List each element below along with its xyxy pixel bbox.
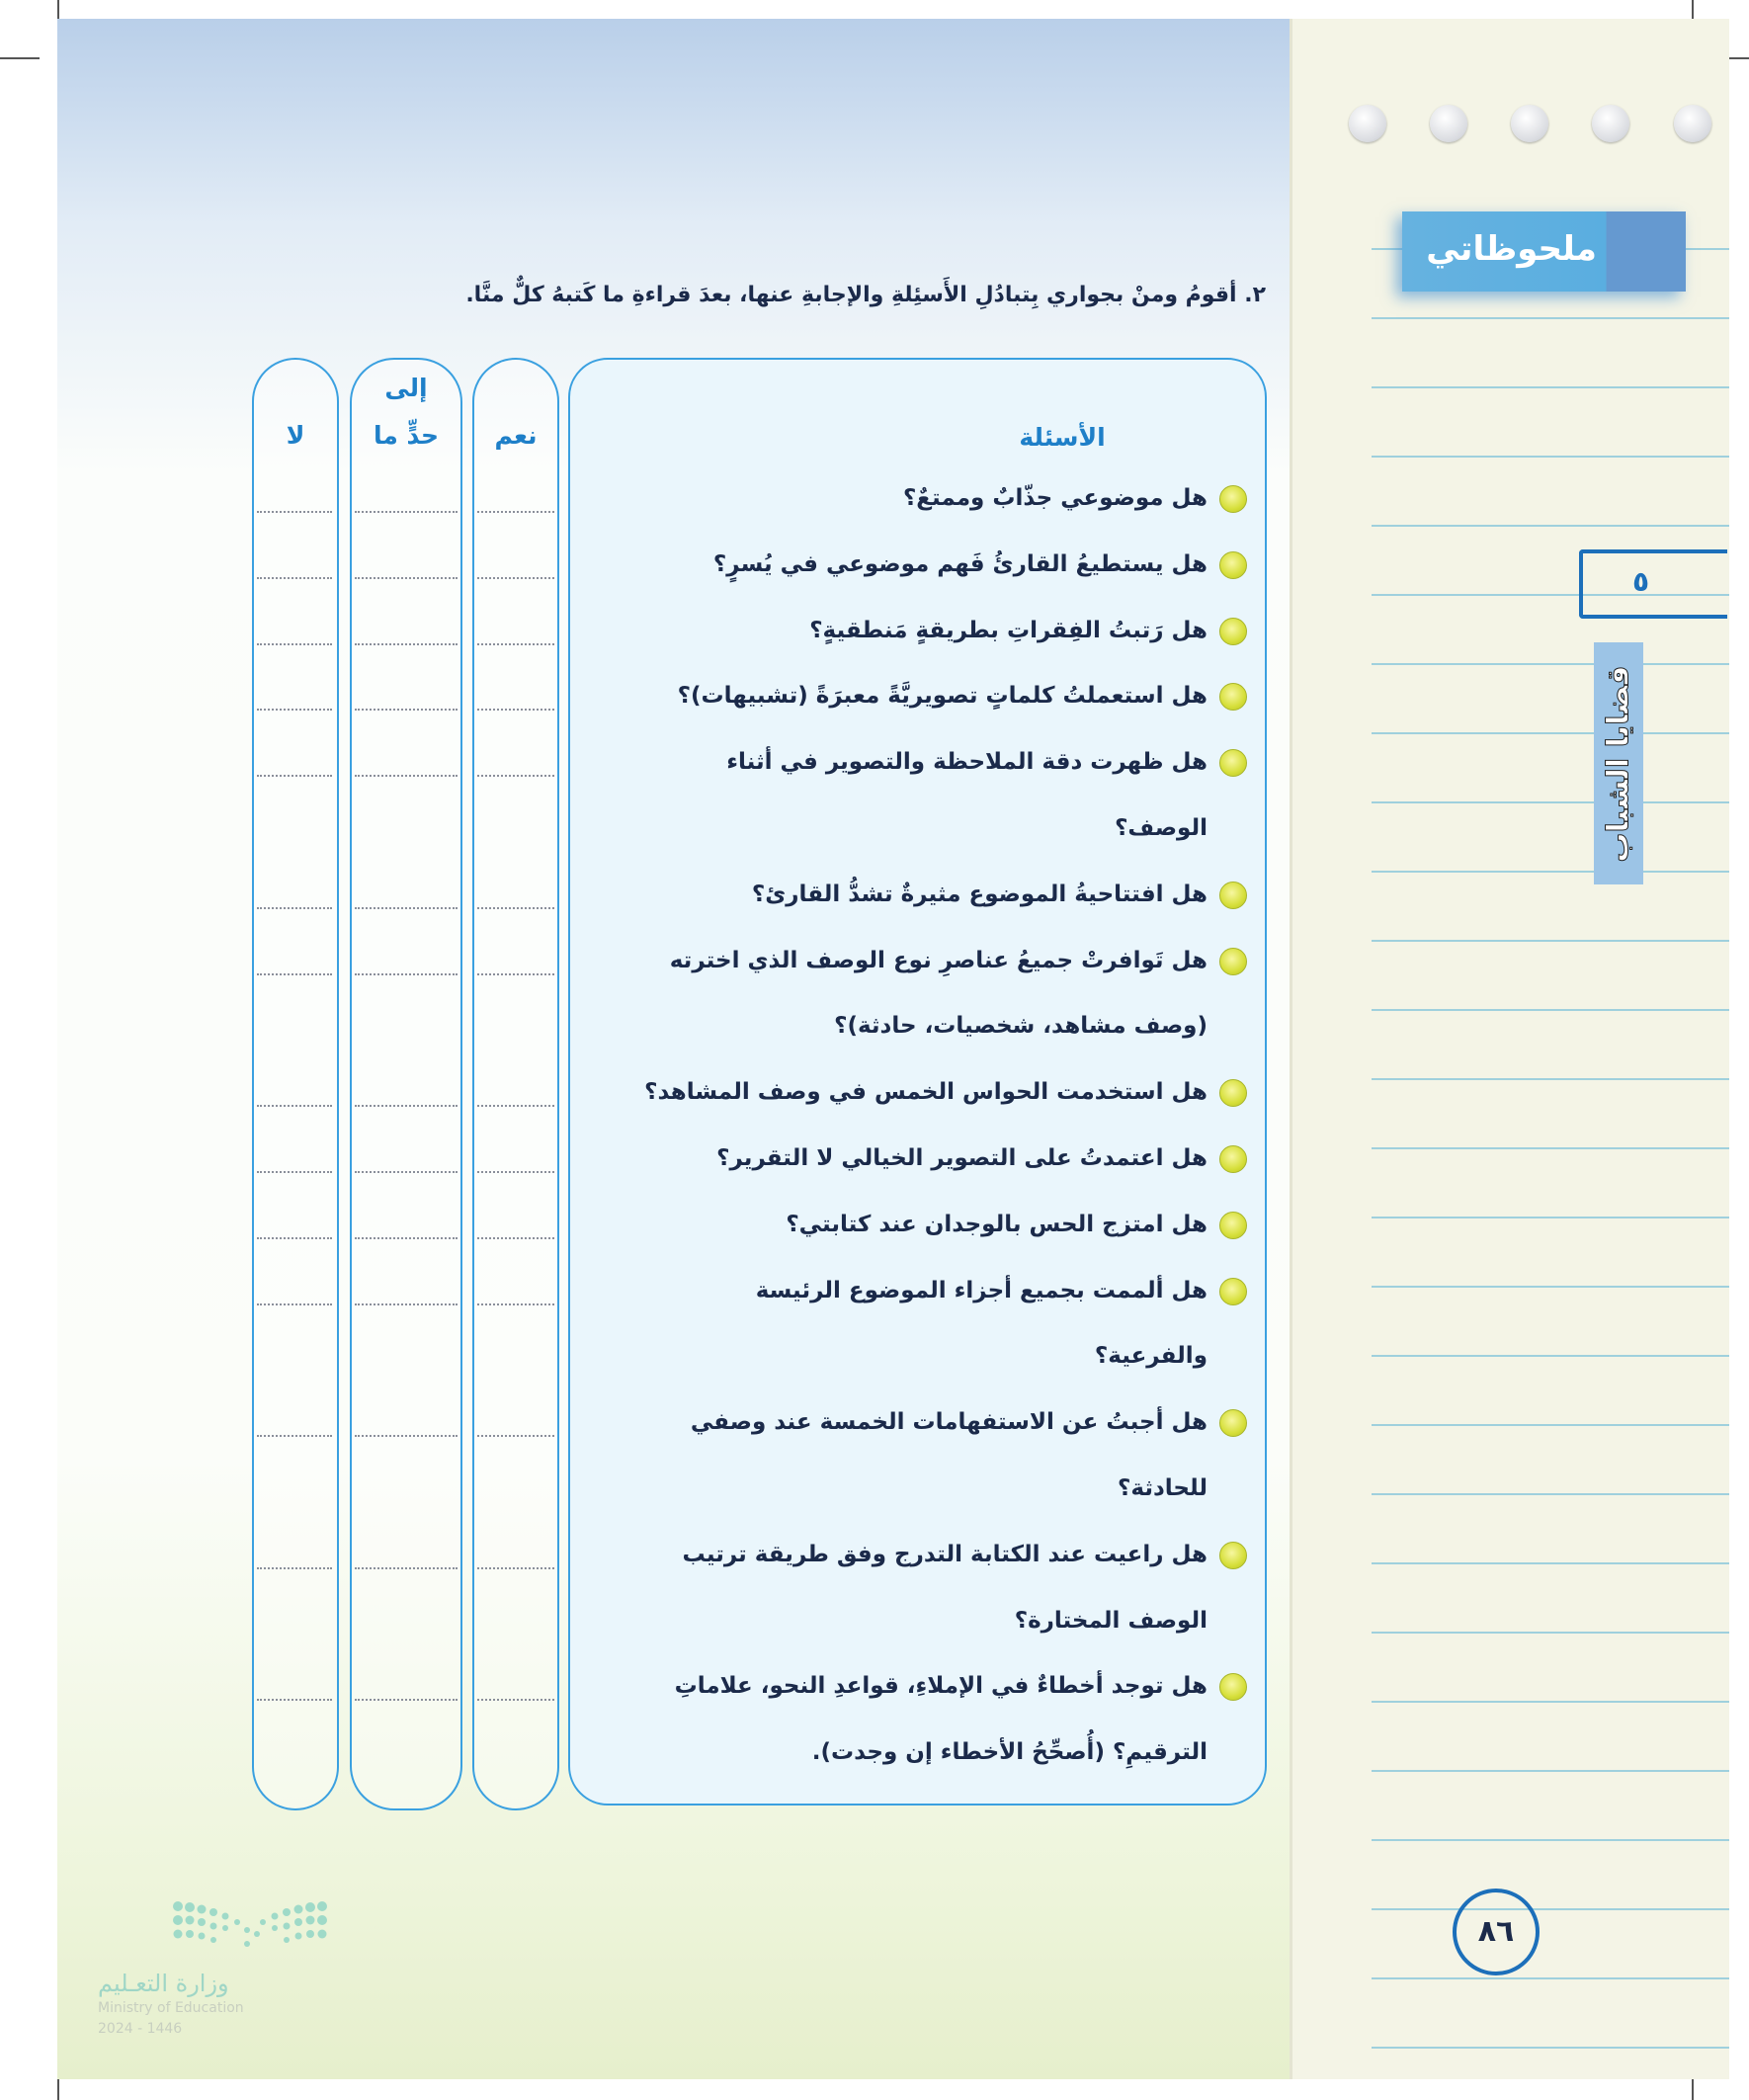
column-yes	[472, 358, 559, 1810]
answer-no-field[interactable]	[257, 1303, 332, 1305]
notes-title: ملحوظاتي	[1402, 211, 1686, 292]
logo-dots-icon	[172, 1898, 330, 1958]
question-bullet-icon	[1219, 882, 1247, 909]
answer-no-field[interactable]	[257, 709, 332, 711]
crop-mark	[0, 57, 40, 59]
question-bullet-icon	[1219, 1079, 1247, 1107]
answer-no-field[interactable]	[257, 1435, 332, 1437]
answer-yes-field[interactable]	[477, 907, 554, 909]
question-text: والفرعية؟	[1094, 1343, 1208, 1370]
notes-rule-line	[1372, 1632, 1729, 1634]
answer-somewhat-field[interactable]	[355, 1237, 458, 1239]
unit-title: قضايا الشباب	[1601, 664, 1636, 863]
answer-yes-field[interactable]	[477, 775, 554, 777]
column-somewhat	[350, 358, 462, 1810]
instruction-text: ٢. أقومُ ومنْ بجواري بِتبادُلِ الأَسئِلةِ والإجابةِ عنها، بعدَ قراءةِ ما كَتبهُ كلٌّ منَّا.	[465, 283, 1266, 307]
question-text: الوصف؟	[1115, 815, 1208, 841]
column-no-header: لا	[286, 421, 305, 450]
question-text: هل رَتبتُ الفِقراتِ بطريقةٍ مَنطقيةٍ؟	[809, 617, 1208, 643]
answer-no-field[interactable]	[257, 643, 332, 645]
binder-hole-icon	[1511, 105, 1548, 142]
answer-yes-field[interactable]	[477, 1171, 554, 1173]
question-bullet-icon	[1219, 1212, 1247, 1239]
ministry-logo	[98, 1898, 325, 2037]
notes-rule-line	[1372, 1009, 1729, 1011]
answer-yes-field[interactable]	[477, 973, 554, 975]
answer-yes-field[interactable]	[477, 511, 554, 513]
notes-rule-line	[1372, 1839, 1729, 1841]
answer-somewhat-field[interactable]	[355, 1303, 458, 1305]
unit-number: ٥	[1579, 549, 1727, 619]
question-text: (وصف مشاهد، شخصيات، حادثة)؟	[834, 1013, 1208, 1040]
question-text: هل يستطيعُ القارئُ فَهم موضوعي في يُسرٍ؟	[712, 550, 1208, 577]
question-text: هل توجد أخطاءٌ في الإملاءِ، قواعدِ النحو، علاماتِ	[674, 1673, 1208, 1700]
answer-yes-field[interactable]	[477, 643, 554, 645]
answer-yes-field[interactable]	[477, 1303, 554, 1305]
notes-rule-line	[1372, 317, 1729, 319]
question-text: الوصف المختارة؟	[1014, 1607, 1208, 1634]
answer-somewhat-field[interactable]	[355, 1567, 458, 1569]
answer-no-field[interactable]	[257, 1171, 332, 1173]
notes-rule-line	[1372, 386, 1729, 388]
answer-yes-field[interactable]	[477, 1567, 554, 1569]
answer-yes-field[interactable]	[477, 1435, 554, 1437]
answer-yes-field[interactable]	[477, 709, 554, 711]
answer-no-field[interactable]	[257, 1567, 332, 1569]
question-text: هل ألممت بجميع أجزاء الموضوع الرئيسة	[755, 1277, 1208, 1303]
notes-rule-line	[1372, 732, 1729, 734]
question-text: هل استخدمت الحواس الخمس في وصف المشاهد؟	[644, 1079, 1208, 1106]
notes-rule-line	[1372, 525, 1729, 527]
question-text: هل امتزج الحس بالوجدان عند كتابتي؟	[786, 1211, 1208, 1237]
answer-no-field[interactable]	[257, 577, 332, 579]
answer-no-field[interactable]	[257, 1237, 332, 1239]
answer-somewhat-field[interactable]	[355, 1699, 458, 1701]
notes-rule-line	[1372, 1493, 1729, 1495]
question-text: هل موضوعي جذّابٌ وممتعٌ؟	[902, 485, 1208, 511]
logo-arabic-text: وزارة التعـليم	[98, 1970, 229, 1997]
question-text: هل تَوافرتْ جميعُ عناصرِ نوع الوصف الذي اخترته	[669, 947, 1208, 973]
binder-hole-icon	[1592, 105, 1629, 142]
page-number: ٨٦	[1453, 1889, 1540, 1975]
answer-yes-field[interactable]	[477, 577, 554, 579]
question-bullet-icon	[1219, 485, 1247, 513]
question-text: للحادثة؟	[1118, 1475, 1208, 1501]
notes-rule-line	[1372, 663, 1729, 665]
column-yes-header: نعم	[494, 421, 538, 450]
notes-rule-line	[1372, 1701, 1729, 1703]
notes-rule-line	[1372, 1977, 1729, 1979]
answer-no-field[interactable]	[257, 973, 332, 975]
answer-no-field[interactable]	[257, 907, 332, 909]
logo-english-text: Ministry of Education	[98, 2000, 244, 2016]
binder-hole-icon	[1674, 105, 1711, 142]
answer-somewhat-field[interactable]	[355, 973, 458, 975]
question-text: هل اعتمدتُ على التصوير الخيالي لا التقرير؟	[716, 1145, 1208, 1171]
workbook-page	[57, 19, 1290, 2079]
question-bullet-icon	[1219, 1145, 1247, 1173]
notes-rule-line	[1372, 1770, 1729, 1772]
answer-yes-field[interactable]	[477, 1699, 554, 1701]
answer-somewhat-field[interactable]	[355, 643, 458, 645]
unit-title-tab	[1594, 642, 1643, 884]
binder-hole-icon	[1430, 105, 1467, 142]
notes-rule-line	[1372, 940, 1729, 942]
answer-somewhat-field[interactable]	[355, 907, 458, 909]
column-somewhat-header-1: إلى	[384, 374, 428, 402]
answer-no-field[interactable]	[257, 775, 332, 777]
logo-year-text: 2024 - 1446	[98, 2021, 183, 2037]
answer-somewhat-field[interactable]	[355, 775, 458, 777]
notes-rule-line	[1372, 1286, 1729, 1288]
column-no	[252, 358, 339, 1810]
answer-somewhat-field[interactable]	[355, 709, 458, 711]
question-text: هل افتتاحيةُ الموضوع مثيرةٌ تشدُّ القارئ؟	[751, 881, 1208, 907]
answer-somewhat-field[interactable]	[355, 1435, 458, 1437]
answer-somewhat-field[interactable]	[355, 1105, 458, 1107]
questions-header: الأسئلة	[1019, 423, 1106, 452]
answer-no-field[interactable]	[257, 1699, 332, 1701]
binder-hole-icon	[1349, 105, 1386, 142]
answer-somewhat-field[interactable]	[355, 1171, 458, 1173]
question-text: الترقيمِ؟ (أُصحِّحُ الأخطاء إن وجدت).	[811, 1739, 1208, 1766]
answer-no-field[interactable]	[257, 1105, 332, 1107]
notes-rule-line	[1372, 1562, 1729, 1564]
notes-rule-line	[1372, 456, 1729, 458]
notes-rule-line	[1372, 1355, 1729, 1357]
answer-somewhat-field[interactable]	[355, 511, 458, 513]
answer-somewhat-field[interactable]	[355, 577, 458, 579]
answer-yes-field[interactable]	[477, 1105, 554, 1107]
answer-yes-field[interactable]	[477, 1237, 554, 1239]
question-bullet-icon	[1219, 1542, 1247, 1569]
question-bullet-icon	[1219, 1409, 1247, 1437]
question-bullet-icon	[1219, 948, 1247, 975]
question-text: هل راعيت عند الكتابة التدرج وفق طريقة ترتيب	[682, 1541, 1208, 1567]
notes-rule-line	[1372, 1078, 1729, 1080]
notes-rule-line	[1372, 871, 1729, 873]
question-bullet-icon	[1219, 1278, 1247, 1305]
notes-rule-line	[1372, 801, 1729, 803]
question-bullet-icon	[1219, 618, 1247, 645]
notes-rule-line	[1372, 1147, 1729, 1149]
question-bullet-icon	[1219, 749, 1247, 777]
notes-rule-line	[1372, 1424, 1729, 1426]
question-text: هل أجبتُ عن الاستفهامات الخمسة عند وصفي	[690, 1409, 1208, 1436]
question-text: هل ظهرت دقة الملاحظة والتصوير في أثناء	[726, 749, 1208, 776]
answer-no-field[interactable]	[257, 511, 332, 513]
question-text: هل استعملتُ كلماتٍ تصويريَّةً معبرَةً (تشبيهات)؟	[677, 683, 1208, 710]
notes-rule-line	[1372, 2047, 1729, 2049]
notes-rule-line	[1372, 1217, 1729, 1218]
question-bullet-icon	[1219, 551, 1247, 579]
notes-rule-line	[1372, 1908, 1729, 1910]
notes-panel	[1290, 19, 1729, 2079]
column-somewhat-header-2: حدٍّ ما	[373, 421, 440, 450]
